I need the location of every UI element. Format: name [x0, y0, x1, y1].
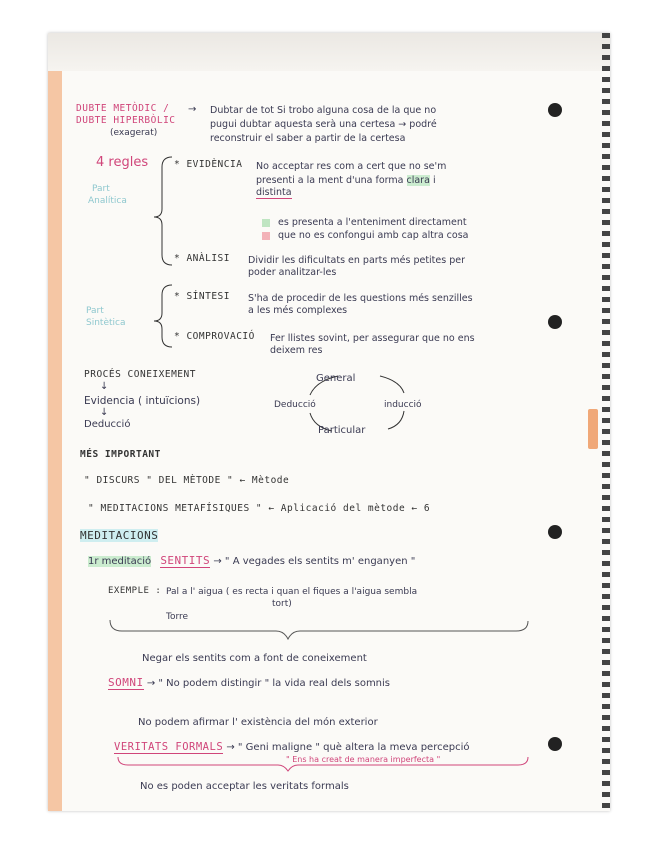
analisi-line-1: Dividir les dificultats en parts més petites per	[248, 255, 466, 266]
evidencia-i: i	[432, 175, 436, 186]
sintesi-line-2: a les més complexes	[248, 305, 348, 316]
no-es-poden-acceptar: No es poden acceptar les veritats formals	[140, 781, 349, 792]
veritats-sub: " Ens ha creat de manera imperfecta "	[286, 755, 441, 764]
evidencia-clara: clara	[406, 175, 430, 186]
veritats-text: → " Geni maligne " què altera la meva percepció	[226, 742, 470, 753]
first-meditacio-row	[88, 555, 415, 568]
comprovacio-label: * COMPROVACIÓ	[174, 331, 255, 342]
cycle-general: General	[316, 373, 356, 384]
part-analitica-2: Analítica	[88, 196, 127, 206]
exemple-line-1: Pal a l' aigua ( es recta i quan el fiques a l'aigua sembla	[166, 587, 418, 597]
legend-clara-swatch	[262, 219, 270, 227]
legend-distinta	[262, 230, 469, 242]
somni-row	[108, 677, 390, 690]
discurs-line: " DISCURS " DEL MÈTODE " ← Mètode	[84, 475, 290, 486]
regles-brackets	[48, 33, 610, 811]
exemple-line-2: tort)	[272, 599, 292, 609]
regles-title: 4 regles	[96, 155, 149, 170]
veritats-row	[114, 741, 470, 754]
proces-deduccio: Deducció	[84, 419, 131, 430]
part-analitica-1: Part	[92, 184, 110, 194]
part-sintetica-2: Sintètica	[86, 318, 126, 328]
somni-text: → " No podem distingir " la vida real dels somnis	[146, 678, 391, 689]
part-sintetica-1: Part	[86, 306, 104, 316]
proces-arrow-2: ↓	[100, 407, 109, 418]
first-meditacio-label: 1r meditació	[88, 556, 152, 567]
cycle-particular: Particular	[318, 425, 366, 436]
meditacions-meta-line: " MEDITACIONS METAFÍSIQUES " ← Aplicació del mètode ← 6	[88, 503, 431, 514]
sentits-heading: SENTITS	[160, 554, 211, 567]
dubte-label-2: DUBTE HIPERBÒLIC	[76, 115, 176, 126]
proces-title: PROCÉS CONEIXEMENT	[84, 369, 196, 380]
sintesi-label: * SÍNTESI	[174, 291, 230, 302]
cycle-deduccio: Deducció	[274, 400, 316, 410]
proces-arrow-1: ↓	[100, 381, 109, 392]
dubte-text-1: Dubtar de tot Si trobo alguna cosa de la que no	[210, 105, 437, 116]
legend-distinta-swatch	[262, 232, 270, 240]
dubte-text-3: reconstruir el saber a partir de la certesa	[210, 133, 406, 144]
dubte-label-1: DUBTE METÒDIC /	[76, 103, 170, 114]
legend-clara	[262, 217, 467, 229]
evidencia-line-3	[256, 187, 292, 199]
evidencia-line-2-text: presenti a la ment d'una forma	[256, 175, 404, 186]
dubte-label-3: (exagerat)	[110, 128, 158, 138]
analisi-line-2: poder analitzar-les	[248, 267, 337, 278]
analisi-label: * ANÀLISI	[174, 253, 230, 264]
no-podem-afirmar: No podem afirmar l' existència del món exterior	[138, 717, 378, 728]
sintesi-line-1: S'ha de procedir de les questions més senzilles	[248, 293, 473, 304]
meditacions-title	[80, 529, 158, 543]
legend-distinta-text: que no es confongui amb cap altra cosa	[278, 230, 469, 241]
somni-heading: SOMNI	[108, 676, 144, 689]
dubte-arrow: →	[188, 104, 197, 115]
sentits-text: → " A vegades els sentits m' enganyen "	[213, 556, 416, 567]
cycle-induccio: inducció	[384, 400, 422, 410]
legend-clara-text: es presenta a l'enteniment directament	[278, 217, 467, 228]
mes-important-title: MÉS IMPORTANT	[80, 449, 161, 460]
meditacions-title-text: MEDITACIONS	[80, 529, 159, 542]
proces-evidencia: Evidencia ( intuïcions)	[84, 395, 201, 407]
evidencia-distinta: distinta	[256, 187, 292, 198]
comprovacio-line-2: deixem res	[270, 345, 323, 356]
evidencia-line-1: No acceptar res com a cert que no se'm	[256, 161, 447, 172]
comprovacio-line-1: Fer llistes sovint, per assegurar que no ens	[270, 333, 475, 344]
exemple-torre: Torre	[166, 612, 189, 622]
veritats-heading: VERITATS FORMALS	[114, 741, 224, 753]
exemple-label: EXEMPLE :	[108, 586, 162, 596]
notebook-page	[48, 33, 610, 811]
evidencia-label: * EVIDÈNCIA	[174, 159, 243, 170]
evidencia-line-2	[256, 175, 436, 187]
negar-sentits: Negar els sentits com a font de coneixement	[142, 653, 367, 664]
dubte-text-2: pugui dubtar aquesta serà una certesa → podré	[210, 119, 437, 130]
